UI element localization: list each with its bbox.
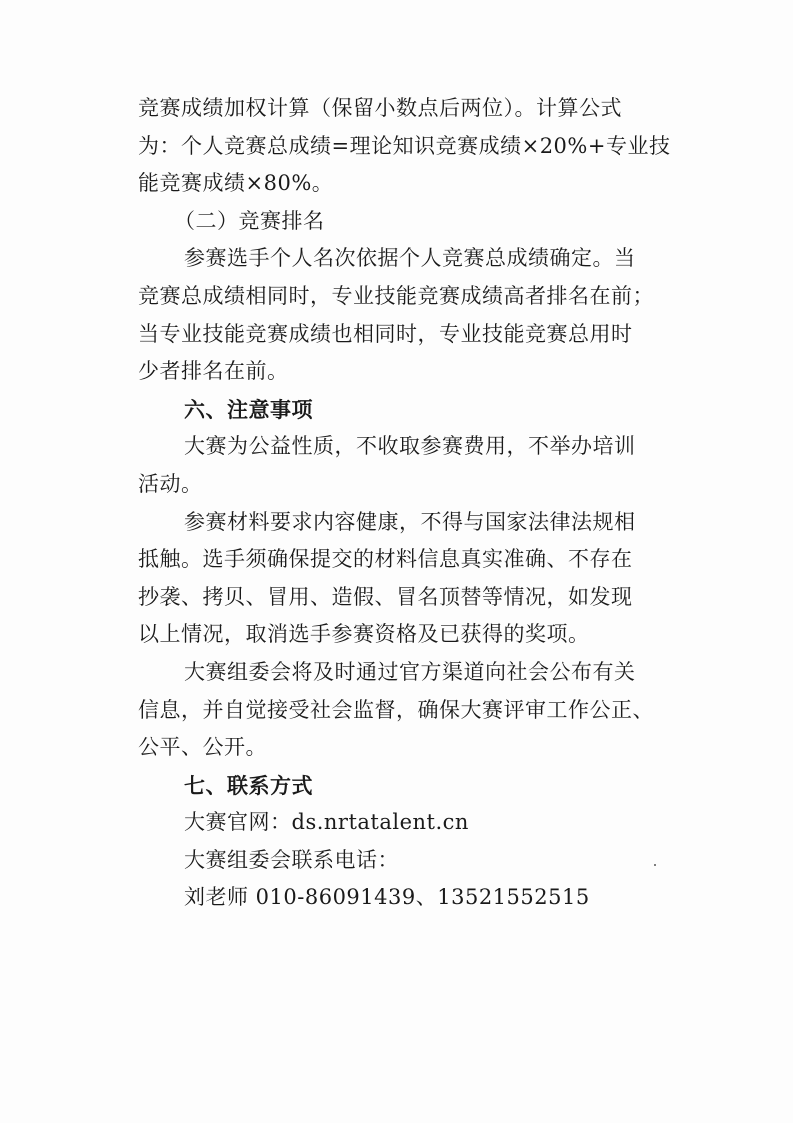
contact-phone-numbers: 刘老师 010-86091439、13521552515 bbox=[184, 885, 590, 910]
paragraph-line: 大赛为公益性质，不收取参赛费用，不举办培训 bbox=[184, 434, 636, 459]
paragraph-line: 公平、公开。 bbox=[138, 735, 267, 760]
paragraph-line: 以上情况，取消选手参赛资格及已获得的奖项。 bbox=[138, 622, 590, 647]
section-heading-contact: 七、联系方式 bbox=[184, 772, 313, 798]
subsection-heading-ranking: （二）竞赛排名 bbox=[174, 208, 325, 233]
paragraph-line: 当专业技能竞赛成绩也相同时，专业技能竞赛总用时 bbox=[138, 321, 633, 346]
paragraph-line: 竞赛总成绩相同时，专业技能竞赛成绩高者排名在前； bbox=[138, 283, 654, 308]
paragraph-line: 少者排名在前。 bbox=[138, 359, 289, 384]
paragraph-line: 信息，并自觉接受社会监督，确保大赛评审工作公正、 bbox=[138, 697, 654, 722]
contact-website: 大赛官网：ds.nrtatalent.cn bbox=[184, 810, 469, 835]
contact-phone-label: 大赛组委会联系电话： bbox=[184, 847, 399, 872]
scan-speck bbox=[654, 864, 656, 866]
paragraph-line: 参赛材料要求内容健康，不得与国家法律法规相 bbox=[184, 509, 636, 534]
paragraph-line: 竞赛成绩加权计算（保留小数点后两位）。计算公式 bbox=[138, 96, 622, 120]
document-body bbox=[138, 90, 671, 917]
paragraph-line: 大赛组委会将及时通过官方渠道向社会公布有关 bbox=[184, 659, 636, 684]
paragraph-line: 参赛选手个人名次依据个人竞赛总成绩确定。当 bbox=[184, 246, 636, 271]
paragraph-line: 能竞赛成绩×80%。 bbox=[138, 171, 334, 196]
paragraph-line: 抄袭、拷贝、冒用、造假、冒名顶替等情况，如发现 bbox=[138, 584, 633, 609]
paragraph-line: 活动。 bbox=[138, 471, 203, 496]
section-heading-notes: 六、注意事项 bbox=[184, 396, 313, 422]
paragraph-line: 抵触。选手须确保提交的材料信息真实准确、不存在 bbox=[138, 547, 633, 572]
paragraph-line: 为：个人竞赛总成绩=理论知识竞赛成绩×20%+专业技 bbox=[138, 133, 671, 158]
